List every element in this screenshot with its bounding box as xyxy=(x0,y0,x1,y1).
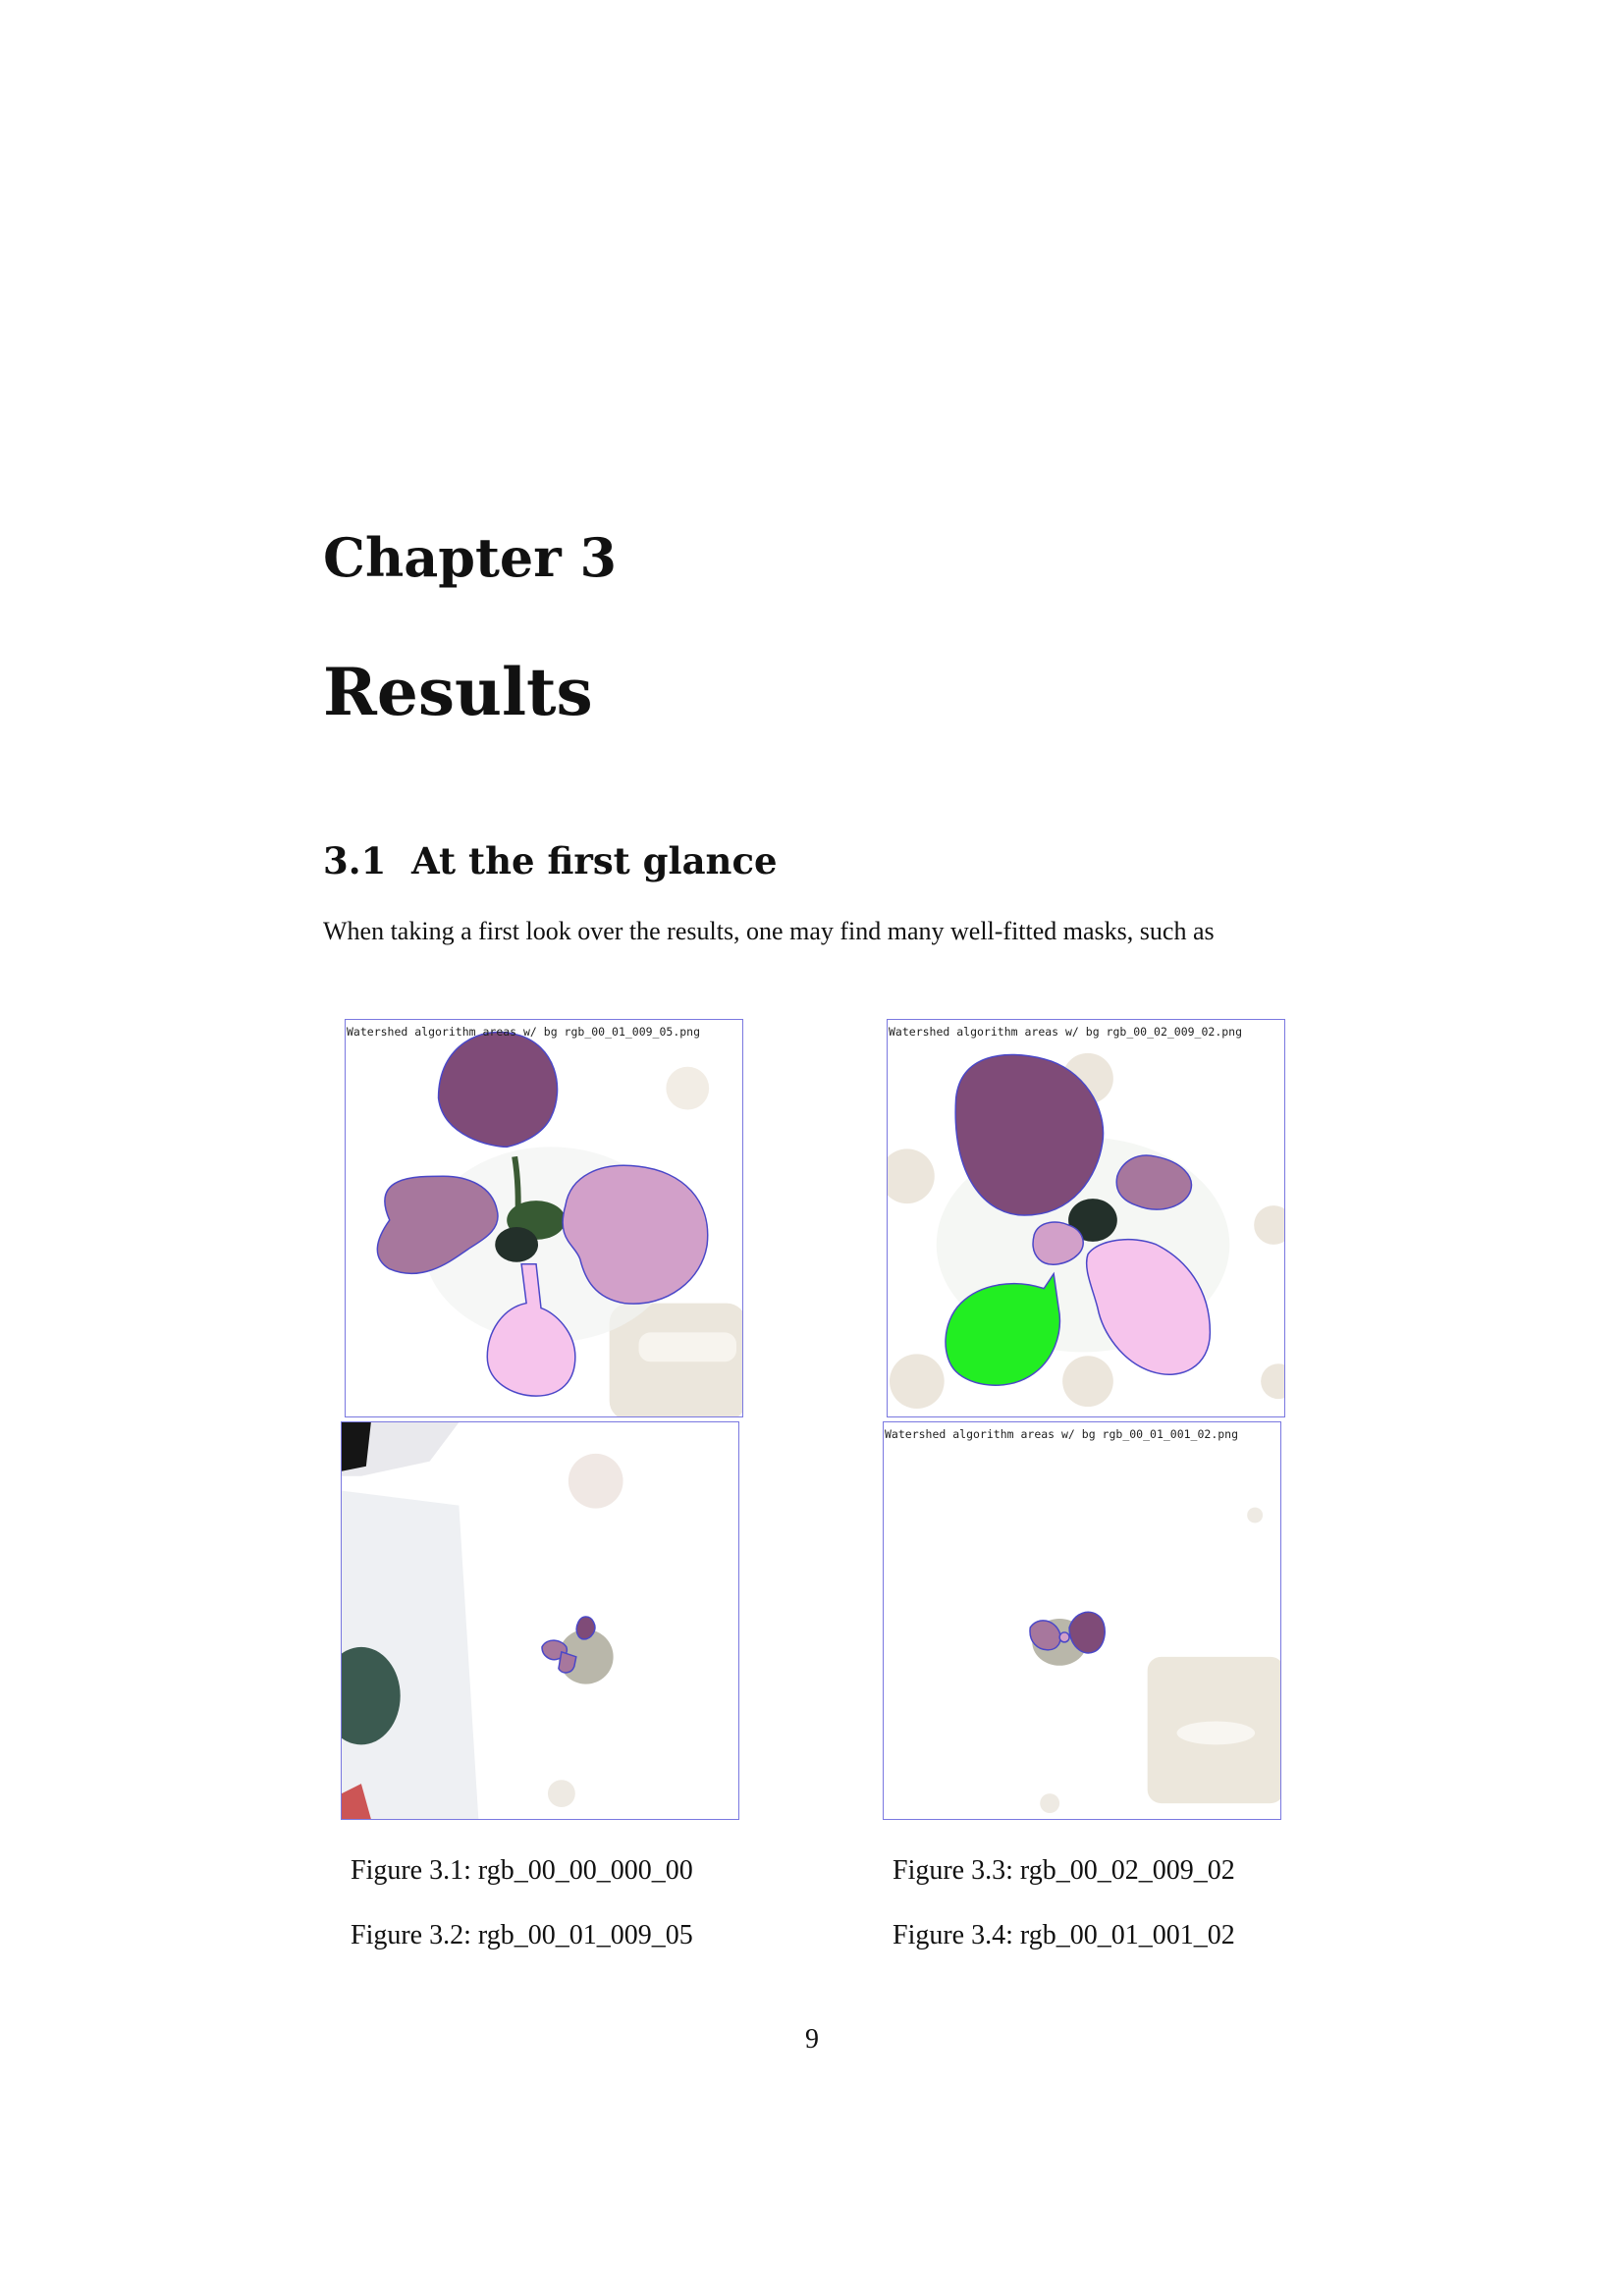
figure-image-title: Watershed algorithm areas w/ bg rgb_00_02_009_02.png xyxy=(889,1025,1243,1039)
figure-image-top-left xyxy=(345,1019,743,1417)
figure-plant-graphic xyxy=(888,1020,1284,1416)
page-number: 9 xyxy=(805,2024,819,2055)
figure-caption: Figure 3.3: rgb_00_02_009_02 xyxy=(893,1855,1235,1886)
intro-paragraph: When taking a first look over the results, one may find many well-fitted masks, such as xyxy=(323,917,1215,945)
figure-image-title: Watershed algorithm areas w/ bg rgb_00_01_001_02.png xyxy=(885,1427,1239,1441)
figure-image-bottom-left xyxy=(341,1421,739,1820)
figure-caption: Figure 3.1: rgb_00_00_000_00 xyxy=(351,1855,693,1886)
figure-caption: Figure 3.4: rgb_00_01_001_02 xyxy=(893,1920,1235,1950)
section-number: 3.1 xyxy=(323,839,387,882)
section-heading xyxy=(323,839,778,882)
section-title: At the first glance xyxy=(411,839,778,882)
chapter-label: Chapter 3 xyxy=(323,526,618,589)
figure-caption: Figure 3.2: rgb_00_01_009_05 xyxy=(351,1920,693,1950)
chapter-title: Results xyxy=(323,654,593,730)
figure-plant-graphic xyxy=(342,1422,738,1819)
figure-image-bottom-right xyxy=(883,1421,1281,1820)
figure-plant-graphic xyxy=(346,1020,742,1416)
figure-image-top-right xyxy=(887,1019,1285,1417)
figure-plant-graphic xyxy=(884,1422,1280,1819)
figure-image-title: Watershed algorithm areas w/ bg rgb_00_01_009_05.png xyxy=(347,1025,701,1039)
